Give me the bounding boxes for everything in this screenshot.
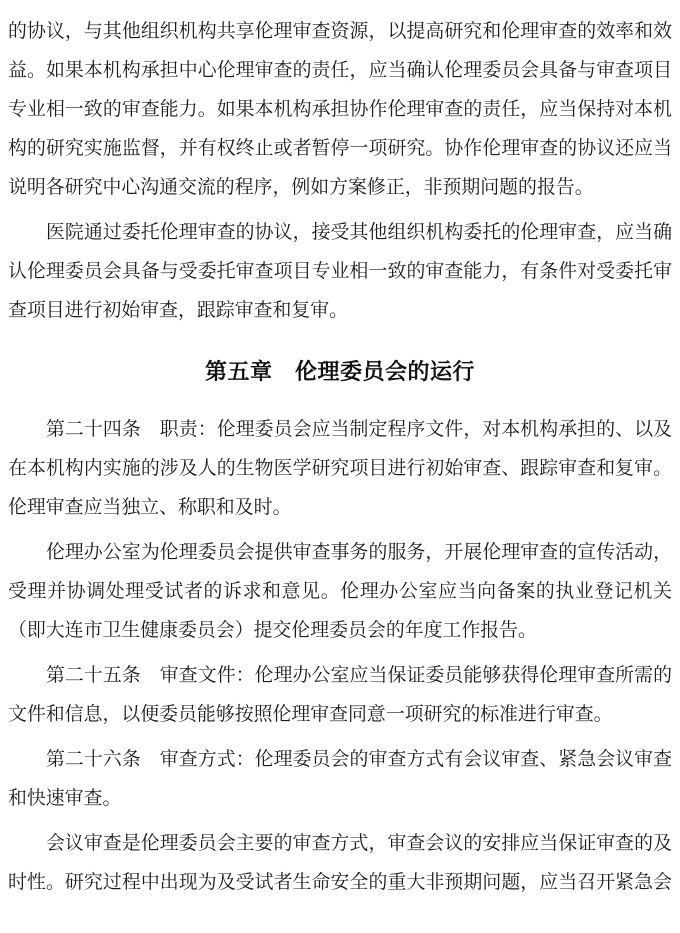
text-line: 伦理办公室为伦理委员会提供审查事务的服务，开展伦理审查的宣传活动，: [8, 542, 672, 563]
text-line: 时性。研究过程中出现为及受试者生命安全的重大非预期问题，应当召开紧急会: [8, 872, 672, 893]
text-line: （即大连市卫生健康委员会）提交伦理委员会的年度工作报告。: [8, 620, 537, 641]
text-line: 专业相一致的审查能力。如果本机构承担协作伦理审查的责任，应当保持对本机: [8, 99, 672, 120]
text-line: 认伦理委员会具备与受委托审查项目专业相一致的审查能力，有条件对受委托审: [8, 261, 672, 282]
text-line: 会议审查是伦理委员会主要的审查方式，审查会议的安排应当保证审查的及: [8, 833, 672, 854]
text-line: 伦理审查应当独立、称职和及时。: [8, 497, 292, 518]
text-line: 第二十五条 审查文件：伦理办公室应当保证委员能够获得伦理审查所需的: [8, 665, 672, 686]
text-line: 在本机构内实施的涉及人的生物医学研究项目进行初始审查、跟踪审查和复审。: [8, 458, 672, 479]
chapter-heading: 第五章 伦理委员会的运行: [204, 359, 475, 384]
text-line: 医院通过委托伦理审查的协议，接受其他组织机构委托的伦理审查，应当确: [8, 222, 672, 243]
document-content: [8, 12, 672, 902]
text-line: 益。如果本机构承担中心伦理审查的责任，应当确认伦理委员会具备与审查项目: [8, 60, 672, 81]
text-line: 的协议，与其他组织机构共享伦理审查资源，以提高研究和伦理审查的效率和效: [8, 21, 672, 42]
text-line: 受理并协调处理受试者的诉求和意见。伦理办公室应当向备案的执业登记机关: [8, 581, 672, 602]
text-line: 构的研究实施监督，并有权终止或者暂停一项研究。协作伦理审查的协议还应当: [8, 138, 672, 159]
text-line: 第二十六条 审查方式：伦理委员会的审查方式有会议审查、紧急会议审查: [8, 749, 672, 770]
text-line: 文件和信息，以便委员能够按照伦理审查同意一项研究的标准进行审查。: [8, 704, 613, 725]
text-line: 说明各研究中心沟通交流的程序，例如方案修正，非预期问题的报告。: [8, 177, 594, 198]
text-line: 第二十四条 职责：伦理委员会应当制定程序文件，对本机构承担的、以及: [8, 419, 672, 440]
text-line: 和快速审查。: [8, 788, 122, 809]
text-line: 查项目进行初始审查，跟踪审查和复审。: [8, 300, 349, 321]
